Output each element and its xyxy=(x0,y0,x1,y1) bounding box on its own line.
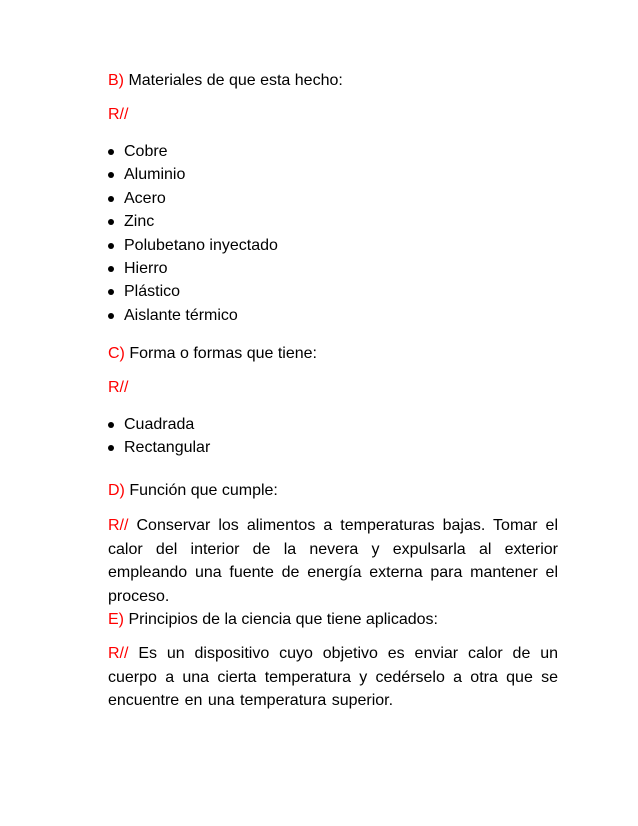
list-item-text: Cuadrada xyxy=(124,416,195,433)
section-e-answer xyxy=(108,642,558,713)
bullet-icon xyxy=(108,445,114,451)
list-item xyxy=(108,140,558,163)
section-d-answer-text: Conservar los alimentos a temperaturas bajas. Tomar el calor del interior de la nevera y expulsarla al exterior empleando una fuente de energía externa para mantener el proceso. xyxy=(108,517,558,605)
list-item xyxy=(108,210,558,233)
list-item xyxy=(108,187,558,210)
list-item-text: Cobre xyxy=(124,143,168,160)
list-item-text: Plástico xyxy=(124,283,181,301)
section-c-heading xyxy=(108,343,558,365)
section-e-title: Principios de la ciencia que tiene aplicados: xyxy=(128,611,438,628)
bullet-icon xyxy=(108,196,114,202)
section-e xyxy=(108,609,558,713)
bullet-icon xyxy=(108,243,114,249)
list-item xyxy=(108,436,558,459)
section-d-answer xyxy=(108,514,558,608)
list-item xyxy=(108,413,558,436)
section-b-heading xyxy=(108,70,558,92)
list-item xyxy=(108,257,558,280)
bullet-icon xyxy=(108,422,114,428)
section-b-title: Materiales de que esta hecho: xyxy=(128,72,343,89)
section-d xyxy=(108,480,558,608)
list-item-text: Zinc xyxy=(124,213,155,231)
section-c-answer-mark: R// xyxy=(108,379,129,396)
section-e-letter: E) xyxy=(108,611,124,628)
list-item-text: Hierro xyxy=(124,260,168,278)
section-c-title: Forma o formas que tiene: xyxy=(129,345,317,362)
list-item xyxy=(108,163,558,186)
section-d-letter: D) xyxy=(108,482,125,499)
list-item-text: Polubetano inyectado xyxy=(124,236,278,254)
section-c-list xyxy=(108,413,558,460)
list-item xyxy=(108,280,558,303)
section-d-title: Función que cumple: xyxy=(129,482,278,499)
section-e-answer-text: Es un dispositivo cuyo objetivo es enviar calor de un cuerpo a una cierta temperatura y cedérselo a otra que se encuentre en una temperatura superior. xyxy=(108,645,558,710)
list-item xyxy=(108,234,558,257)
section-b-list xyxy=(108,140,558,327)
section-b-letter: B) xyxy=(108,72,124,89)
section-e-heading xyxy=(108,609,558,631)
section-d-answer-mark: R// xyxy=(108,517,129,534)
section-e-answer-mark: R// xyxy=(108,645,129,662)
bullet-icon xyxy=(108,219,114,225)
bullet-icon xyxy=(108,289,114,295)
list-item-text: Rectangular xyxy=(124,439,211,457)
section-c-letter: C) xyxy=(108,345,125,362)
bullet-icon xyxy=(108,149,114,155)
list-item-text: Acero xyxy=(124,189,166,207)
section-d-heading xyxy=(108,480,558,502)
list-item-text: Aluminio xyxy=(124,166,186,184)
section-b-answer-mark: R// xyxy=(108,106,129,123)
section-b xyxy=(108,70,558,327)
section-c xyxy=(108,343,558,460)
list-item xyxy=(108,304,558,327)
list-item-text: Aislante térmico xyxy=(124,306,238,324)
bullet-icon xyxy=(108,266,114,272)
bullet-icon xyxy=(108,313,114,319)
bullet-icon xyxy=(108,172,114,178)
